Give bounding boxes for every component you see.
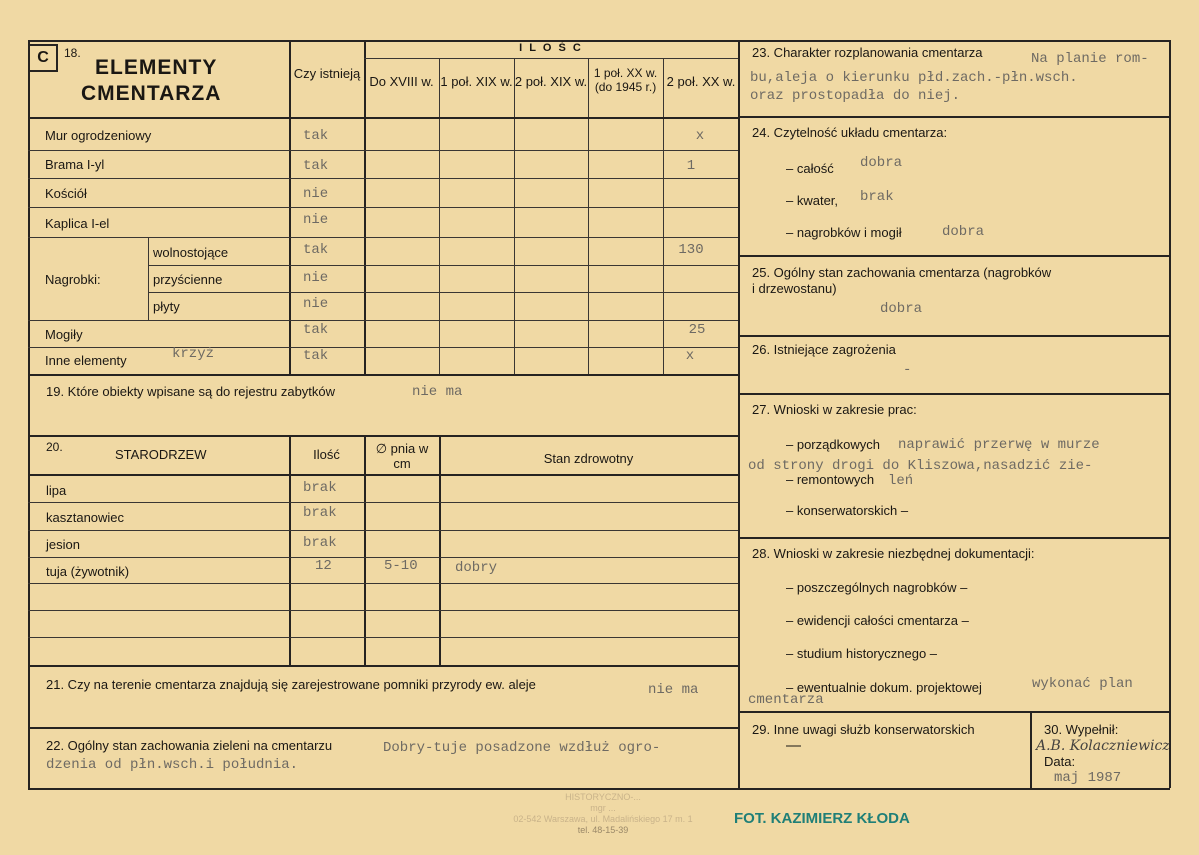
s28-item-ewidencji: – ewidencji całości cmentarza – <box>786 613 969 628</box>
s20-header-pnia: ∅ pnia w cm <box>375 441 429 471</box>
signature: A.B. Kolaczniewicz <box>1036 738 1170 754</box>
tree-qty-jesion: brak <box>303 535 337 551</box>
exists-plyty: nie <box>303 296 329 312</box>
tree-name-kasztanowiec: kasztanowiec <box>46 510 125 525</box>
row-label-plyty: płyty <box>153 299 180 314</box>
exists-brama: tak <box>303 158 329 174</box>
header-czy-istnieja: Czy istnieją <box>293 66 361 81</box>
exists-przyscienne: nie <box>303 270 329 286</box>
s19-label: 19. Które obiekty wpisane są do rejestru zabytków <box>46 384 336 399</box>
s24-item-nagrobkow: – nagrobków i mogił <box>786 225 902 240</box>
s22-value-line1: Dobry-tuje posadzone wzdłuż ogro- <box>383 740 661 756</box>
s28-item-studium: – studium historycznego – <box>786 646 938 661</box>
s20-title: STARODRZEW <box>115 447 207 462</box>
s30-label: 30. Wypełnił: <box>1044 722 1119 737</box>
s24-value-calosc: dobra <box>860 155 903 171</box>
s27-value-line2: od strony drogi do Kliszowa,nasadzić zie- <box>748 458 1093 474</box>
row-label-brama: Brama I-yl <box>45 157 105 172</box>
s23-value-line3: oraz prostopadła do niej. <box>750 88 961 104</box>
s20-number: 20. <box>46 440 63 454</box>
photo-credit: FOT. KAZIMIERZ KŁODA <box>734 810 910 827</box>
row-label-wolnostojace: wolnostojące <box>153 245 229 260</box>
stamp-line4: tel. 48-15-39 <box>577 825 629 835</box>
inne-value: krzyż <box>172 346 215 362</box>
s18-title-line2: CMENTARZA <box>81 82 222 105</box>
s29-label: 29. Inne uwagi służb konserwatorskich <box>752 722 975 737</box>
tree-name-tuja: tuja (żywotnik) <box>46 564 130 579</box>
exists-kaplica: nie <box>303 212 329 228</box>
s25-label-line2: i drzewostanu) <box>752 281 837 296</box>
s22-value-line2: dzenia od płn.wsch.i południa. <box>46 757 299 773</box>
stamp-line3: 02-542 Warszawa, ul. Madalińskiego 17 m. 1 <box>513 814 693 824</box>
institution-stamp <box>478 792 728 836</box>
late20-wolnostojace: 130 <box>678 242 704 258</box>
late20-mogily: 25 <box>688 322 706 338</box>
s24-item-kwater: – kwater, <box>786 193 839 208</box>
period-header-2: 2 poł. XIX w. <box>514 74 588 89</box>
s25-value: dobra <box>880 301 923 317</box>
tree-qty-kasztanowiec: brak <box>303 505 337 521</box>
tree-qty-lipa: brak <box>303 480 337 496</box>
s27-konserwatorskich: – konserwatorskich – <box>786 503 909 518</box>
s21-label: 21. Czy na terenie cmentarza znajdują się zarejestrowane pomniki przyrody ew. aleje <box>46 677 536 692</box>
exists-mur: tak <box>303 128 329 144</box>
s24-item-calosc: – całość <box>786 161 834 176</box>
period-header-3: 1 poł. XX w. (do 1945 r.) <box>593 66 658 94</box>
row-label-nagrobki: Nagrobki: <box>45 272 101 287</box>
s19-value: nie ma <box>412 384 463 400</box>
s24-value-nagrobkow: dobra <box>942 224 985 240</box>
s18-title-line1: ELEMENTY <box>95 56 218 79</box>
header-ilosc: I L O Ś C <box>519 42 583 54</box>
s29-value: — <box>786 737 801 754</box>
s26-value: - <box>903 362 912 378</box>
row-label-przyscienne: przyścienne <box>153 272 223 287</box>
late20-mur: x <box>695 128 705 144</box>
s30-date: maj 1987 <box>1054 770 1122 786</box>
s23-value-line1: Na planie rom- <box>1031 51 1149 67</box>
row-label-kosciol: Kościół <box>45 186 87 201</box>
s27-porzadkowych-value: naprawić przerwę w murze <box>898 437 1100 453</box>
tree-name-jesion: jesion <box>46 537 80 552</box>
s30-data-label: Data: <box>1044 754 1076 769</box>
row-label-mogily: Mogiły <box>45 327 83 342</box>
s18-number: 18. <box>64 46 81 60</box>
s27-label: 27. Wnioski w zakresie prac: <box>752 402 917 417</box>
period-header-0: Do XVIII w. <box>369 74 434 89</box>
row-label-inne: Inne elementy <box>45 353 127 368</box>
s23-label: 23. Charakter rozplanowania cmentarza <box>752 45 983 60</box>
s28-label: 28. Wnioski w zakresie niezbędnej dokumentacji: <box>752 546 1035 561</box>
s22-label: 22. Ogólny stan zachowania zieleni na cmentarzu <box>46 738 333 753</box>
s26-label: 26. Istniejące zagrożenia <box>752 342 896 357</box>
exists-mogily: tak <box>303 322 329 338</box>
tree-state-tuja: dobry <box>455 560 498 576</box>
stamp-line1: HISTORYCZNO-... <box>565 792 641 802</box>
period-header-4: 2 poł. XX w. <box>666 74 736 89</box>
s28-item-nagrobkow: – poszczególnych nagrobków – <box>786 580 968 595</box>
s28-value-line2: cmentarza <box>748 692 824 708</box>
stamp-line2: mgr ... <box>590 803 616 813</box>
row-label-mur: Mur ogrodzeniowy <box>45 128 152 143</box>
s28-item-ewentualnie: – ewentualnie dokum. projektowej <box>786 680 982 695</box>
late20-brama: 1 <box>686 158 696 174</box>
tree-dia-tuja: 5-10 <box>384 558 418 574</box>
s24-label: 24. Czytelność układu cmentarza: <box>752 125 948 140</box>
exists-inne: tak <box>303 348 329 364</box>
s21-value: nie ma <box>648 682 699 698</box>
late20-inne: x <box>685 348 695 364</box>
exists-kosciol: nie <box>303 186 329 202</box>
section-c-box: C <box>28 44 58 72</box>
s27-porzadkowych: – porządkowych <box>786 437 880 452</box>
s24-value-kwater: brak <box>860 189 894 205</box>
tree-qty-tuja: 12 <box>315 558 332 574</box>
s20-header-ilosc: Ilość <box>313 447 340 462</box>
s25-label-line1: 25. Ogólny stan zachowania cmentarza (nagrobków <box>752 265 1052 280</box>
s23-value-line2: bu,aleja o kierunku płd.zach.-płn.wsch. <box>750 70 1078 86</box>
s28-value-line1: wykonać plan <box>1032 676 1133 692</box>
s27-remontowych: – remontowych <box>786 472 875 487</box>
s27-remontowych-value: leń <box>888 473 914 489</box>
period-header-1: 1 poł. XIX w. <box>440 74 513 89</box>
row-label-kaplica: Kaplica I-el <box>45 216 110 231</box>
tree-name-lipa: lipa <box>46 483 67 498</box>
s20-header-stan: Stan zdrowotny <box>543 451 634 466</box>
exists-wolnostojace: tak <box>303 242 329 258</box>
